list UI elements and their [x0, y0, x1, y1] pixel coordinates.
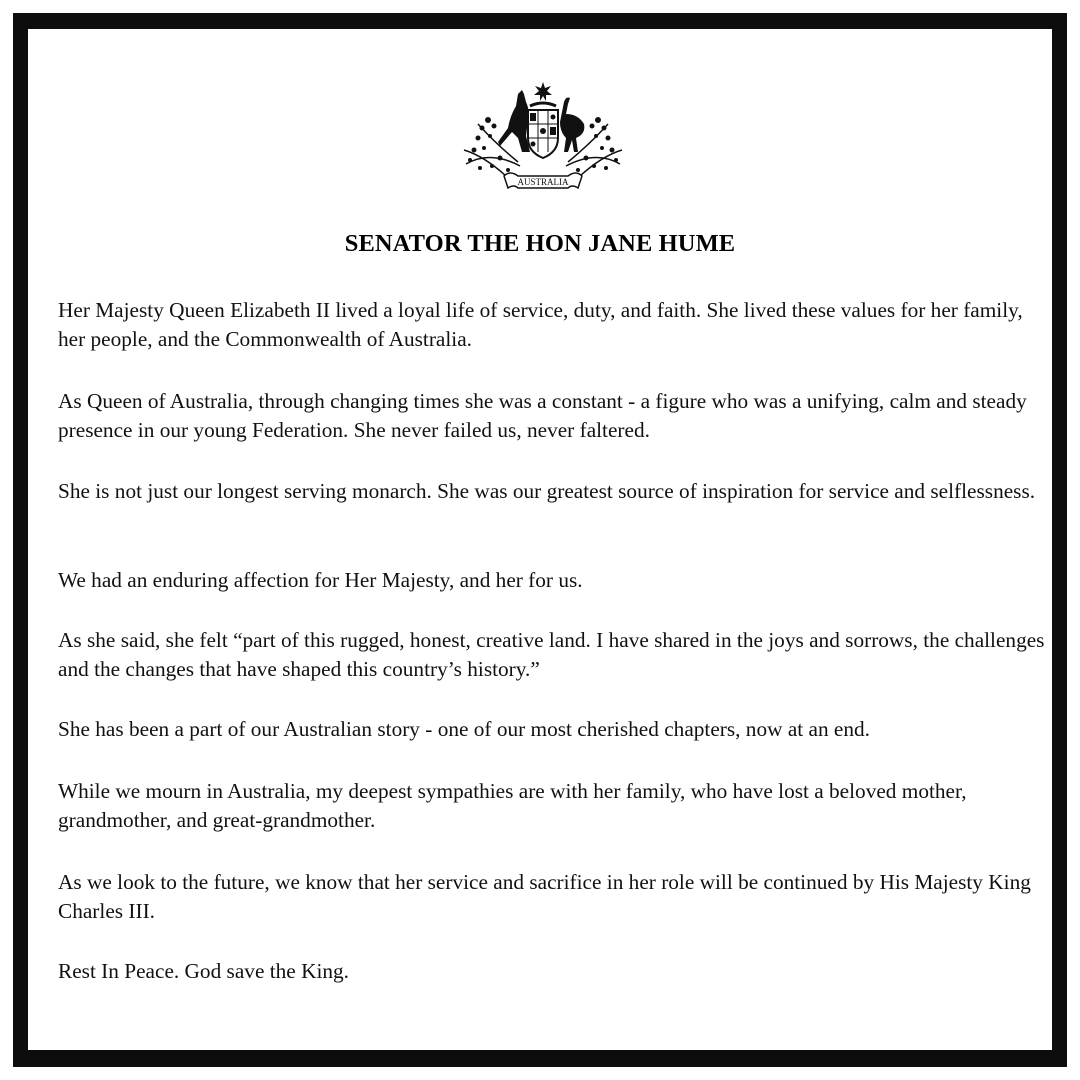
statement-paragraph-8: As we look to the future, we know that her service and sacrifice in her role will be continued by His Majesty King Charles III.	[58, 870, 1031, 923]
statement-paragraph-6: She has been a part of our Australian story - one of our most cherished chapters, now at an end.	[58, 717, 871, 741]
page-title: SENATOR THE HON JANE HUME	[344, 230, 736, 257]
statement-paragraph-9: Rest In Peace. God save the King.	[58, 959, 349, 983]
crest-scroll-text: AUSTRALIA	[517, 177, 569, 187]
statement-paragraph-5: As she said, she felt “part of this rugged, honest, creative land. I have shared in the joys and sorrows, the challenges and the changes that have shaped this country’s history.”	[58, 628, 1045, 681]
statement-paragraph-4: We had an enduring affection for Her Majesty, and her for us.	[58, 568, 583, 592]
statement-paragraph-7: While we mourn in Australia, my deepest sympathies are with her family, who have lost a beloved mother, grandmother, and great-grandmother.	[58, 779, 967, 832]
australian-coat-of-arms-icon	[460, 80, 626, 204]
statement-paragraph-1: Her Majesty Queen Elizabeth II lived a loyal life of service, duty, and faith. She lived these values for her family, her people, and the Commonwealth of Australia.	[58, 298, 1023, 351]
statement-paragraph-2: As Queen of Australia, through changing times she was a constant - a figure who was a unifying, calm and steady presence in our young Federation. She never failed us, never faltered.	[58, 389, 1027, 442]
statement-paragraph-3: She is not just our longest serving monarch. She was our greatest source of inspiration for service and selflessness.	[58, 479, 1036, 503]
